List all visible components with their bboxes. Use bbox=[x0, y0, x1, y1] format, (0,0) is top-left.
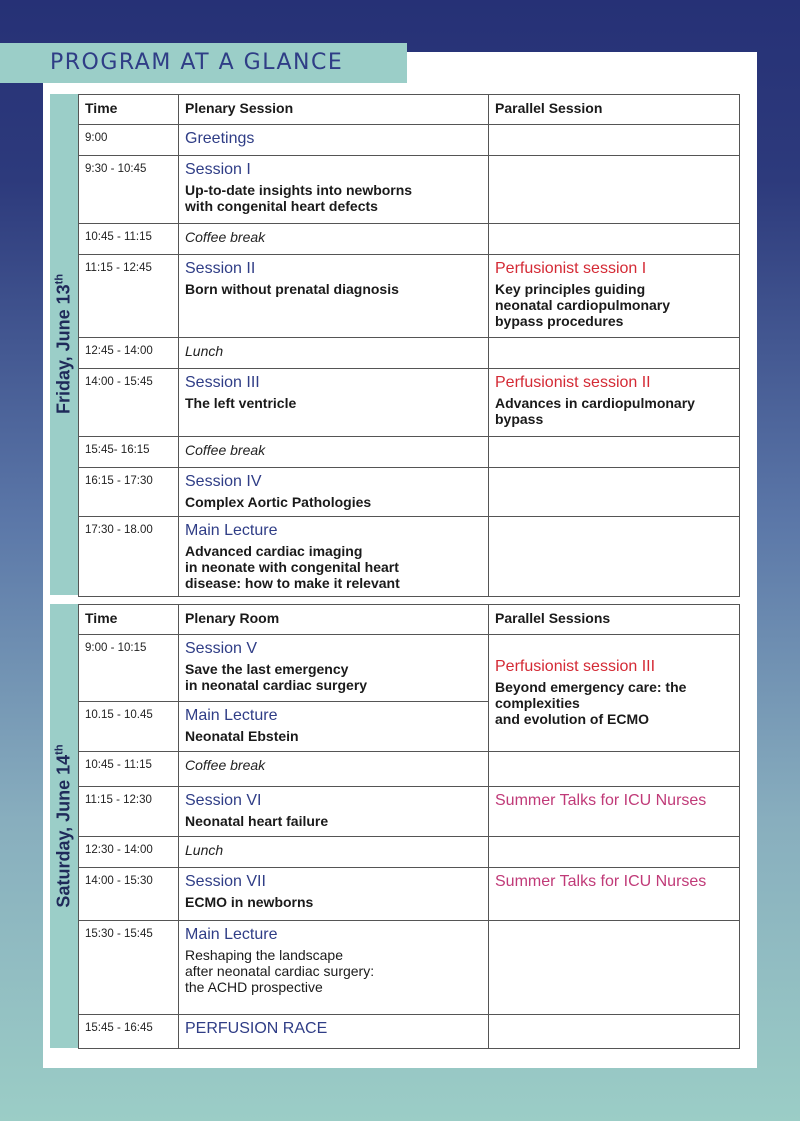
merged-parallel-cell bbox=[489, 635, 740, 752]
session-desc: Neonatal Ebstein bbox=[185, 728, 299, 744]
table-row bbox=[79, 1015, 740, 1049]
session-desc: Advanced cardiac imaging in neonate with congenital heart disease: how to make it relevant bbox=[185, 543, 400, 591]
parallel-title: Perfusionist session III bbox=[495, 658, 656, 675]
parallel-desc: Key principles guiding neonatal cardiopulmonary bypass procedures bbox=[495, 281, 671, 329]
session-title: Session I bbox=[185, 161, 251, 178]
row-parallel bbox=[489, 868, 740, 921]
break-label: Coffee break bbox=[185, 229, 266, 245]
table-header-row bbox=[79, 605, 740, 635]
row-plenary bbox=[179, 224, 489, 255]
session-desc: Reshaping the landscape after neonatal cardiac surgery: the ACHD prospective bbox=[185, 947, 375, 995]
row-time: 9:00 bbox=[79, 125, 179, 156]
day1-table bbox=[78, 94, 740, 597]
header-plenary: Plenary Session bbox=[179, 95, 489, 125]
day2-table bbox=[78, 604, 740, 1049]
day2-label bbox=[54, 744, 75, 907]
session-desc: Save the last emergency in neonatal cardiac surgery bbox=[185, 661, 368, 693]
session-desc: The left ventricle bbox=[185, 395, 297, 411]
session-desc: Born without prenatal diagnosis bbox=[185, 281, 399, 297]
row-time: 14:00 - 15:30 bbox=[79, 868, 179, 921]
row-parallel bbox=[489, 125, 740, 156]
row-time: 9:00 - 10:15 bbox=[79, 635, 179, 702]
row-plenary bbox=[179, 437, 489, 468]
row-plenary bbox=[179, 125, 489, 156]
day1-label-text: Friday, June 13 bbox=[53, 284, 74, 415]
session-title: Session VI bbox=[185, 792, 262, 809]
row-plenary bbox=[179, 921, 489, 1015]
table-row bbox=[79, 468, 740, 517]
table-row bbox=[79, 868, 740, 921]
row-time: 10.15 - 10.45 bbox=[79, 702, 179, 752]
row-time: 14:00 - 15:45 bbox=[79, 369, 179, 437]
row-parallel bbox=[489, 517, 740, 597]
session-desc: Complex Aortic Pathologies bbox=[185, 494, 372, 510]
row-parallel bbox=[489, 156, 740, 224]
parallel-title: Perfusionist session II bbox=[495, 374, 651, 391]
row-plenary bbox=[179, 468, 489, 517]
row-plenary bbox=[179, 787, 489, 837]
table-row bbox=[79, 752, 740, 787]
row-plenary bbox=[179, 338, 489, 369]
parallel-desc: Advances in cardiopulmonary bypass bbox=[495, 395, 695, 427]
row-parallel bbox=[489, 787, 740, 837]
session-title: PERFUSION RACE bbox=[185, 1020, 328, 1037]
session-title: Main Lecture bbox=[185, 926, 278, 943]
row-parallel bbox=[489, 338, 740, 369]
row-parallel bbox=[489, 752, 740, 787]
session-desc: Up-to-date insights into newborns with congenital heart defects bbox=[185, 182, 413, 214]
table-row bbox=[79, 787, 740, 837]
break-label: Lunch bbox=[185, 343, 224, 359]
parallel-title: Summer Talks for ICU Nurses bbox=[495, 792, 707, 809]
table-row bbox=[79, 224, 740, 255]
row-time: 15:30 - 15:45 bbox=[79, 921, 179, 1015]
break-label: Coffee break bbox=[185, 442, 266, 458]
session-title: Main Lecture bbox=[185, 707, 278, 724]
row-time: 12:45 - 14:00 bbox=[79, 338, 179, 369]
row-parallel bbox=[489, 921, 740, 1015]
table-row bbox=[79, 369, 740, 437]
session-title: Session VII bbox=[185, 873, 266, 890]
session-title: Session V bbox=[185, 640, 258, 657]
table-row bbox=[79, 837, 740, 868]
row-parallel bbox=[489, 255, 740, 338]
row-parallel bbox=[489, 468, 740, 517]
header-parallel: Parallel Sessions bbox=[489, 605, 740, 635]
row-parallel bbox=[489, 1015, 740, 1049]
row-time: 10:45 - 11:15 bbox=[79, 224, 179, 255]
row-time: 12:30 - 14:00 bbox=[79, 837, 179, 868]
table-row bbox=[79, 338, 740, 369]
row-plenary bbox=[179, 702, 489, 752]
session-title: Main Lecture bbox=[185, 522, 278, 539]
row-time: 17:30 - 18.00 bbox=[79, 517, 179, 597]
session-desc: Neonatal heart failure bbox=[185, 813, 329, 829]
row-plenary bbox=[179, 517, 489, 597]
table-header-row bbox=[79, 95, 740, 125]
session-title: Session II bbox=[185, 260, 256, 277]
table-row bbox=[79, 255, 740, 338]
row-plenary bbox=[179, 369, 489, 437]
row-time: 16:15 - 17:30 bbox=[79, 468, 179, 517]
row-time: 15:45- 16:15 bbox=[79, 437, 179, 468]
row-time: 11:15 - 12:30 bbox=[79, 787, 179, 837]
row-plenary bbox=[179, 868, 489, 921]
row-plenary bbox=[179, 156, 489, 224]
break-label: Coffee break bbox=[185, 757, 266, 773]
row-parallel bbox=[489, 837, 740, 868]
row-time: 11:15 - 12:45 bbox=[79, 255, 179, 338]
table-row bbox=[79, 921, 740, 1015]
header-parallel: Parallel Session bbox=[489, 95, 740, 125]
row-plenary bbox=[179, 635, 489, 702]
row-plenary bbox=[179, 255, 489, 338]
session-title: Session III bbox=[185, 374, 260, 391]
table-row bbox=[79, 125, 740, 156]
break-label: Lunch bbox=[185, 842, 224, 858]
row-time: 9:30 - 10:45 bbox=[79, 156, 179, 224]
row-plenary bbox=[179, 1015, 489, 1049]
day1-label-sup: th bbox=[53, 273, 66, 285]
row-time: 10:45 - 11:15 bbox=[79, 752, 179, 787]
row-parallel bbox=[489, 437, 740, 468]
header-plenary: Plenary Room bbox=[179, 605, 489, 635]
row-plenary bbox=[179, 752, 489, 787]
day1-label bbox=[54, 274, 75, 414]
row-plenary bbox=[179, 837, 489, 868]
day2-label-sup: th bbox=[53, 744, 66, 755]
row-time: 15:45 - 16:45 bbox=[79, 1015, 179, 1049]
row-parallel bbox=[489, 224, 740, 255]
parallel-desc: Beyond emergency care: the complexities and evolution of ECMO bbox=[495, 679, 687, 727]
parallel-title: Perfusionist session I bbox=[495, 260, 647, 277]
table-row bbox=[79, 437, 740, 468]
session-title: Greetings bbox=[185, 130, 255, 147]
parallel-title: Summer Talks for ICU Nurses bbox=[495, 873, 707, 890]
day2-label-text: Saturday, June 14 bbox=[53, 754, 74, 908]
header-time: Time bbox=[79, 605, 179, 635]
session-title: Session IV bbox=[185, 473, 262, 490]
header-time: Time bbox=[79, 95, 179, 125]
table-row bbox=[79, 635, 740, 702]
row-parallel bbox=[489, 369, 740, 437]
session-desc: ECMO in newborns bbox=[185, 894, 314, 910]
table-row bbox=[79, 156, 740, 224]
page-title: PROGRAM AT A GLANCE bbox=[50, 50, 344, 75]
table-row bbox=[79, 517, 740, 597]
